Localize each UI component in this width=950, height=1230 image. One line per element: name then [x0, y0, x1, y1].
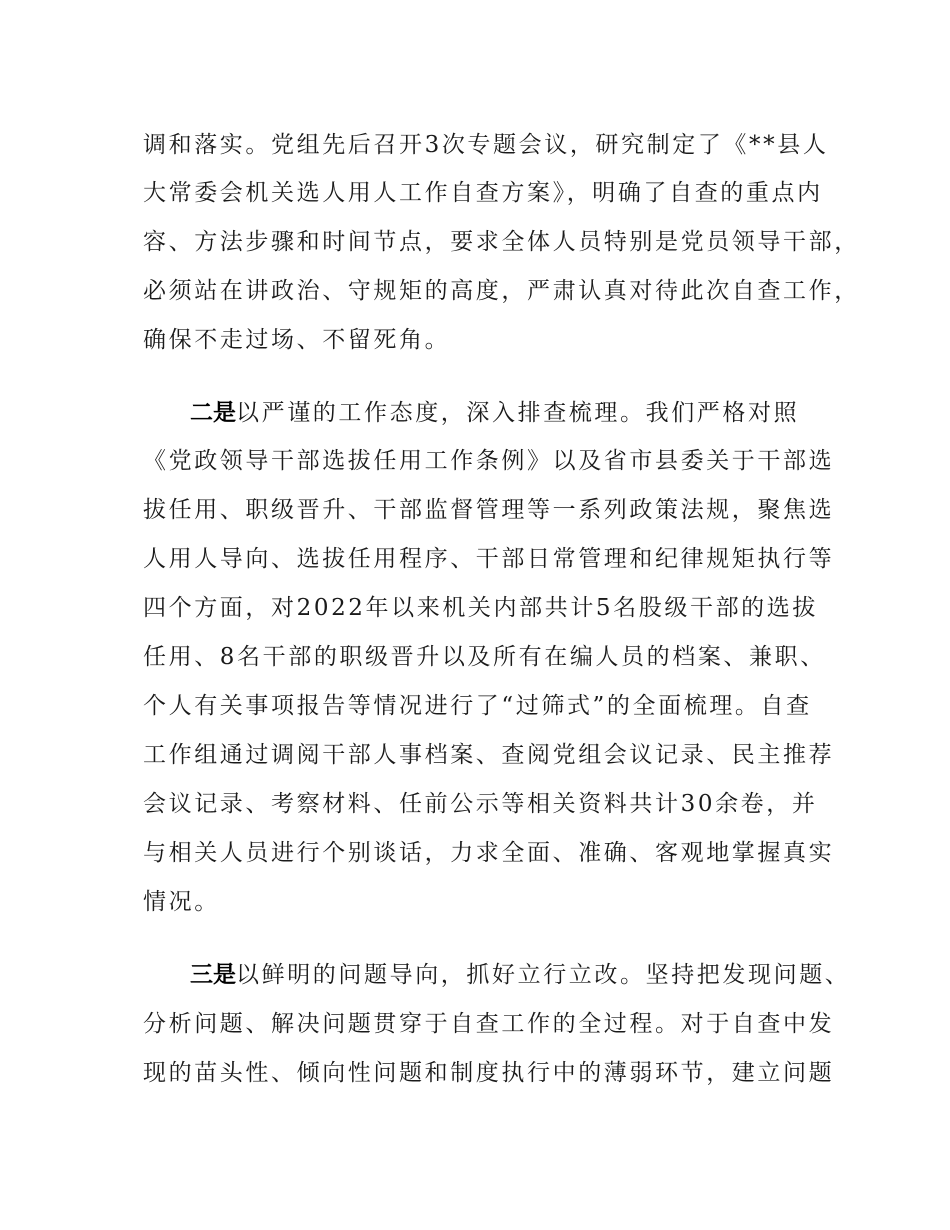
text-line: 大常委会机关选人用人工作自查方案》，明确了自查的重点内: [143, 180, 823, 206]
text-line: 与相关人员进行个别谈话，力求全面、准确、客观地掌握真实: [143, 840, 835, 866]
text-line: 《党政领导干部选拔任用工作条例》以及省市县委关于干部选: [143, 448, 835, 474]
text-line: 分析问题、解决问题贯穿于自查工作的全过程。对于自查中发: [143, 1011, 835, 1037]
text-line: 确保不走过场、不留死角。: [143, 327, 451, 353]
paragraph-first-line: [190, 960, 850, 990]
text-line: 人用人导向、选拔任用程序、干部日常管理和纪律规矩执行等: [143, 546, 835, 572]
text-line: 四个方面，对2022年以来机关内部共计5名股级干部的选拔: [143, 595, 818, 621]
paragraph-lead-bold: 三是: [190, 962, 236, 988]
text-line: 现的苗头性、倾向性问题和制度执行中的薄弱环节，建立问题: [143, 1060, 835, 1086]
text-line: 情况。: [143, 889, 220, 915]
text-line: 必须站在讲政治、守规矩的高度，严肃认真对待此次自查工作，: [143, 278, 860, 304]
text-run: 以严谨的工作态度，深入排查梳理。我们严格对照: [236, 400, 800, 426]
paragraph-lead-bold: 二是: [190, 400, 236, 426]
text-line: 拔任用、职级晋升、干部监督管理等一系列政策法规，聚焦选: [143, 497, 835, 523]
text-line: 会议记录、考察材料、任前公示等相关资料共计30余卷，并: [143, 791, 818, 817]
text-line: 个人有关事项报告等情况进行了“过筛式”的全面梳理。自查: [143, 693, 812, 719]
text-line: 任用、8名干部的职级晋升以及所有在编人员的档案、兼职、: [143, 644, 826, 670]
paragraph-first-line: [190, 398, 799, 428]
text-line: 调和落实。党组先后召开3次专题会议，研究制定了《**县人: [143, 132, 829, 158]
text-line: 容、方法步骤和时间节点，要求全体人员特别是党员领导干部，: [143, 229, 860, 255]
text-line: 工作组通过调阅干部人事档案、查阅党组会议记录、民主推荐: [143, 742, 835, 768]
text-run: 以鲜明的问题导向，抓好立行立改。坚持把发现问题、: [236, 962, 851, 988]
